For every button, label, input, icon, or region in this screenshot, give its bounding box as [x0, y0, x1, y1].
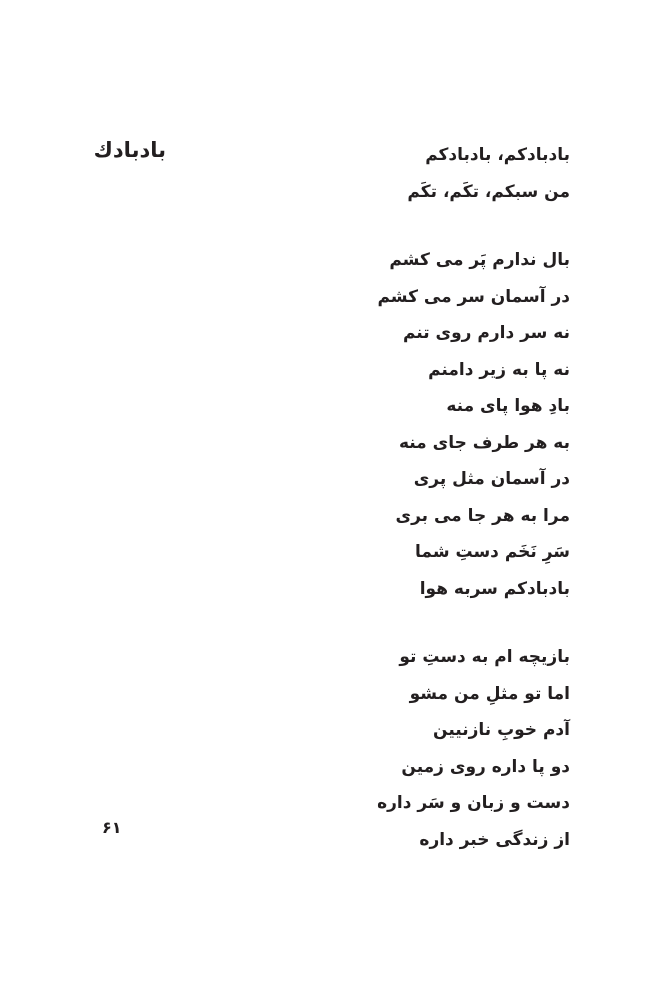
page-number: ۶۱ [102, 818, 122, 837]
poem-line: در آسمان مثل پری [413, 469, 570, 489]
poem-line: بادبادکم، بادبادکم [425, 145, 570, 165]
poem-line: بازیچه ام به دستِ تو [399, 647, 570, 667]
stanza-3 [240, 639, 570, 858]
stanza-2 [240, 242, 570, 607]
poem-line: بال ندارم پَر می کشم [389, 250, 570, 270]
poem-title: بادبادك [93, 138, 166, 162]
stanza-1 [240, 137, 570, 210]
poem-line: سَرِ نَخَم دستِ شما [415, 542, 570, 562]
poem-line: بادبادکم سربه هوا [419, 578, 570, 599]
poem-line: دست و زبان و سَر داره [377, 793, 570, 813]
poem-line: آدم خوبِ نازنیین [433, 720, 570, 740]
poem-line: از زندگی خبر داره [419, 829, 570, 850]
poem-line: به هر طرف جای منه [398, 432, 570, 453]
stanza-gap [240, 607, 570, 639]
stanza-gap [240, 210, 570, 242]
poem-body [240, 137, 570, 858]
poem-line: دو پا داره روی زمین [401, 756, 570, 777]
poem-line: بادِ هوا پای منه [446, 396, 570, 416]
poem-line: در آسمان سر می کشم [377, 286, 570, 307]
poem-line: اما تو مثلِ من مشو [409, 683, 570, 704]
poem-line: مرا به هر جا می بری [395, 505, 570, 526]
poem-line: من سبکم، تکَم، تکَم [407, 181, 570, 202]
poem-line: نه سر دارم روی تنم [402, 323, 570, 343]
poem-line: نه پا به زیر دامنم [428, 359, 570, 380]
